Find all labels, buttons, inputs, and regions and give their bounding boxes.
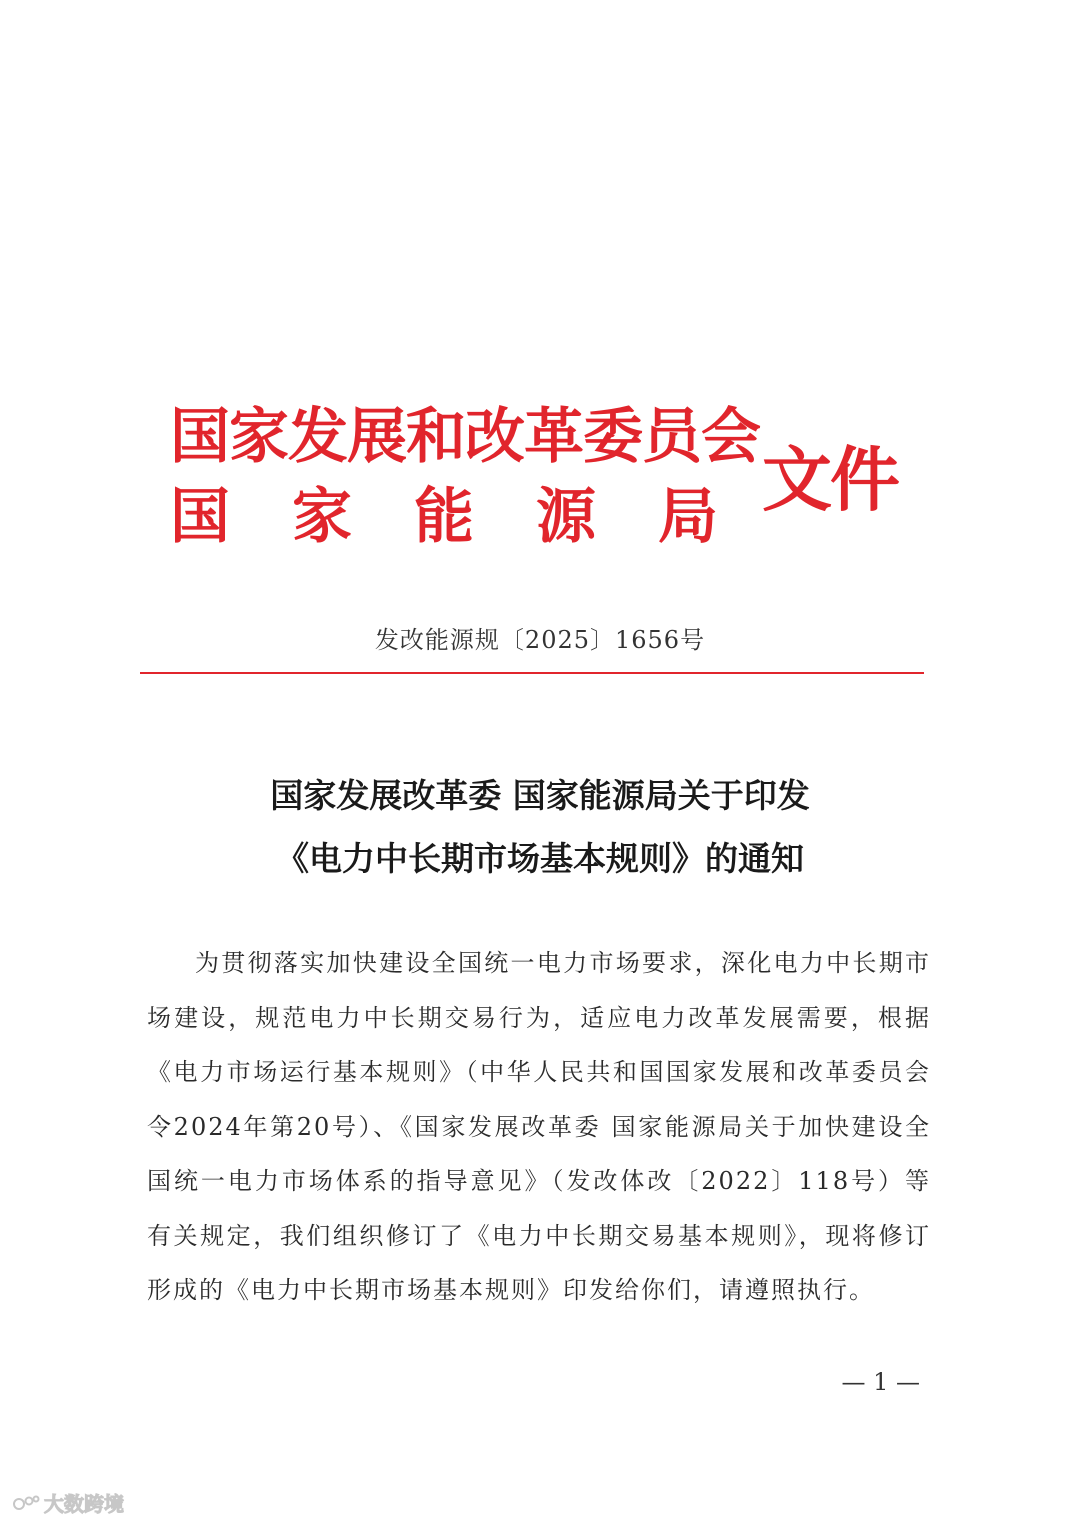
watermark xyxy=(12,1488,124,1517)
notice-title-line-1: 国家发展改革委 国家能源局关于印发 xyxy=(270,776,810,815)
watermark-text: 大数跨境 xyxy=(44,1492,124,1516)
watermark-logo-icon xyxy=(12,1493,40,1513)
issuing-org-line-2: 国家能源局 xyxy=(170,482,780,552)
notice-body-paragraph: 为贯彻落实加快建设全国统一电力市场要求，深化电力中长期市场建设，规范电力中长期交易行为，适应电力改革发展需要，根据《电力市场运行基本规则》（中华人民共和国国家发展和改革委员会令2024年第20号）、《国家发展改革委 国家能源局关于加快建设全国统一电力市场体系的指导意见》（发改体改〔2022〕118号）等有关规定，我们组织修订了《电力中长期交易基本规则》，现将修订形成的《电力中长期市场基本规则》印发给你们，请遵照执行。 xyxy=(147,949,931,1304)
document-word: 文件 xyxy=(762,438,898,521)
red-masthead xyxy=(170,402,930,562)
red-divider-line xyxy=(140,672,924,674)
document-number: 发改能源规〔2025〕1656号 xyxy=(374,626,706,654)
page-number: — 1 — xyxy=(841,1368,920,1396)
issuing-org-line-1: 国家发展和改革委员会 xyxy=(170,402,760,472)
notice-title-line-2: 《电力中长期市场基本规则》的通知 xyxy=(276,839,804,878)
